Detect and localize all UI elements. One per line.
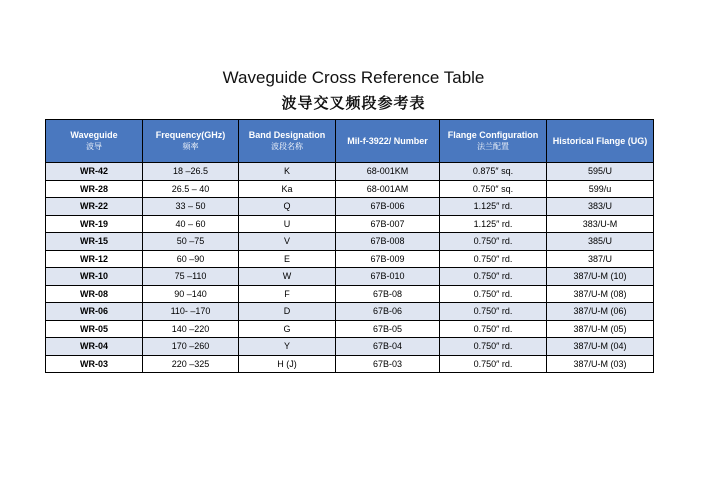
flange-cell: 0.750″ rd. — [440, 320, 547, 338]
table-row — [46, 215, 654, 233]
historical-flange-cell: 387/U-M (08) — [547, 285, 654, 303]
historical-flange-cell: 387/U-M (05) — [547, 320, 654, 338]
mil-number-cell: 67B-009 — [336, 250, 440, 268]
column-header-label: Historical Flange (UG) — [552, 136, 648, 146]
column-header — [239, 120, 336, 163]
column-header — [547, 120, 654, 163]
band-cell: E — [239, 250, 336, 268]
mil-number-cell: 68-001KM — [336, 163, 440, 181]
table-row — [46, 268, 654, 286]
band-cell: W — [239, 268, 336, 286]
column-header — [336, 120, 440, 163]
flange-cell: 0.750″ sq. — [440, 180, 547, 198]
waveguide-table — [45, 119, 654, 373]
waveguide-cell: WR-06 — [46, 303, 143, 321]
historical-flange-cell: 599/u — [547, 180, 654, 198]
mil-number-cell: 67B-010 — [336, 268, 440, 286]
flange-cell: 0.750″ rd. — [440, 233, 547, 251]
waveguide-cell: WR-05 — [46, 320, 143, 338]
column-header — [143, 120, 239, 163]
column-header-label: Frequency(GHz) — [155, 130, 226, 140]
band-cell: Y — [239, 338, 336, 356]
table-row — [46, 285, 654, 303]
frequency-cell: 220 –325 — [143, 355, 239, 373]
waveguide-cell: WR-12 — [46, 250, 143, 268]
historical-flange-cell: 385/U — [547, 233, 654, 251]
band-cell: Q — [239, 198, 336, 216]
table-row — [46, 198, 654, 216]
historical-flange-cell: 387/U-M (06) — [547, 303, 654, 321]
flange-cell: 0.750″ rd. — [440, 268, 547, 286]
historical-flange-cell: 387/U — [547, 250, 654, 268]
frequency-cell: 170 –260 — [143, 338, 239, 356]
mil-number-cell: 67B-06 — [336, 303, 440, 321]
historical-flange-cell: 595/U — [547, 163, 654, 181]
column-header-label-cn: 频率 — [182, 142, 199, 151]
mil-number-cell: 67B-05 — [336, 320, 440, 338]
band-cell: G — [239, 320, 336, 338]
flange-cell: 1.125″ rd. — [440, 198, 547, 216]
frequency-cell: 140 –220 — [143, 320, 239, 338]
flange-cell: 1.125″ rd. — [440, 215, 547, 233]
flange-cell: 0.750″ rd. — [440, 338, 547, 356]
waveguide-cell: WR-28 — [46, 180, 143, 198]
historical-flange-cell: 387/U-M (04) — [547, 338, 654, 356]
mil-number-cell: 67B-04 — [336, 338, 440, 356]
band-cell: H (J) — [239, 355, 336, 373]
historical-flange-cell: 387/U-M (03) — [547, 355, 654, 373]
mil-number-cell: 67B-006 — [336, 198, 440, 216]
table-row — [46, 180, 654, 198]
frequency-cell: 110- –170 — [143, 303, 239, 321]
frequency-cell: 75 –110 — [143, 268, 239, 286]
table-row — [46, 250, 654, 268]
historical-flange-cell: 383/U-M — [547, 215, 654, 233]
table-row — [46, 338, 654, 356]
frequency-cell: 18 –26.5 — [143, 163, 239, 181]
table-row — [46, 320, 654, 338]
band-cell: D — [239, 303, 336, 321]
band-cell: K — [239, 163, 336, 181]
mil-number-cell: 67B-08 — [336, 285, 440, 303]
waveguide-cell: WR-15 — [46, 233, 143, 251]
waveguide-cell: WR-10 — [46, 268, 143, 286]
table-row — [46, 233, 654, 251]
column-header-label: Flange Configuration — [447, 130, 539, 140]
column-header-label: Mil-f-3922/ Number — [347, 136, 428, 146]
column-header-label-cn: 波段名称 — [271, 142, 303, 151]
waveguide-cell: WR-08 — [46, 285, 143, 303]
document-title: Waveguide Cross Reference Table — [222, 68, 485, 87]
band-cell: U — [239, 215, 336, 233]
waveguide-cell: WR-42 — [46, 163, 143, 181]
mil-number-cell: 67B-03 — [336, 355, 440, 373]
flange-cell: 0.750″ rd. — [440, 355, 547, 373]
waveguide-cell: WR-22 — [46, 198, 143, 216]
column-header-label-cn: 法兰配置 — [477, 142, 509, 151]
table-header-row — [46, 120, 654, 163]
flange-cell: 0.875″ sq. — [440, 163, 547, 181]
mil-number-cell: 67B-007 — [336, 215, 440, 233]
historical-flange-cell: 383/U — [547, 198, 654, 216]
mil-number-cell: 68-001AM — [336, 180, 440, 198]
historical-flange-cell: 387/U-M (10) — [547, 268, 654, 286]
flange-cell: 0.750″ rd. — [440, 285, 547, 303]
document-subtitle: 波导交叉频段参考表 — [281, 95, 426, 112]
column-header-label: Band Designation — [248, 130, 326, 140]
frequency-cell: 40 – 60 — [143, 215, 239, 233]
flange-cell: 0.750″ rd. — [440, 250, 547, 268]
table-row — [46, 355, 654, 373]
frequency-cell: 26.5 – 40 — [143, 180, 239, 198]
frequency-cell: 50 –75 — [143, 233, 239, 251]
table-row — [46, 163, 654, 181]
column-header — [440, 120, 547, 163]
column-header-label: Waveguide — [70, 130, 118, 140]
column-header-label-cn: 波导 — [86, 142, 102, 151]
waveguide-cell: WR-03 — [46, 355, 143, 373]
band-cell: Ka — [239, 180, 336, 198]
waveguide-cell: WR-04 — [46, 338, 143, 356]
table-row — [46, 303, 654, 321]
column-header — [46, 120, 143, 163]
frequency-cell: 90 –140 — [143, 285, 239, 303]
flange-cell: 0.750″ rd. — [440, 303, 547, 321]
band-cell: F — [239, 285, 336, 303]
frequency-cell: 60 –90 — [143, 250, 239, 268]
band-cell: V — [239, 233, 336, 251]
mil-number-cell: 67B-008 — [336, 233, 440, 251]
frequency-cell: 33 – 50 — [143, 198, 239, 216]
waveguide-cell: WR-19 — [46, 215, 143, 233]
